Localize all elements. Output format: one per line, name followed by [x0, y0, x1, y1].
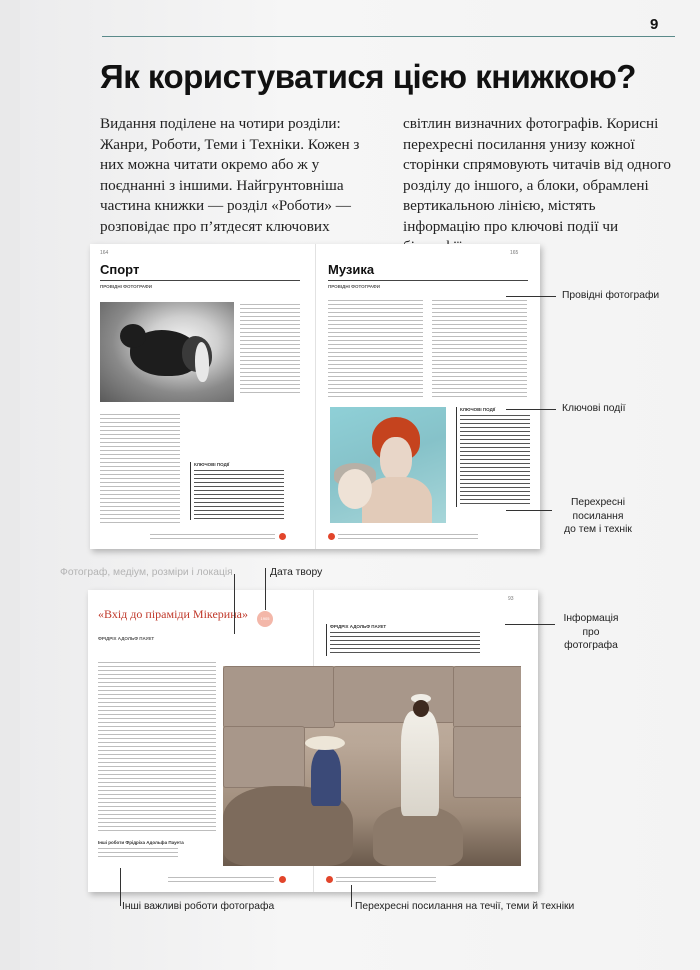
header-rule [102, 36, 675, 37]
label-photo-info [556, 612, 626, 653]
sport-heading: Спорт [100, 262, 140, 277]
date-badge: 1905 [257, 611, 273, 627]
label-crossrefs-1 [553, 496, 643, 537]
right-page-number: 165 [510, 250, 519, 256]
other-works-heading: Інші роботи Фрідріха Адольфа Пауета [98, 840, 184, 845]
leader-key-events [506, 409, 556, 410]
work-photographer-line: ФРІДРІХ АДОЛЬФ ПАУЕТ [98, 636, 155, 641]
left-crossref-marker-2 [279, 876, 286, 883]
photographer-info-heading: ФРІДРІХ АДОЛЬФ ПАУЕТ [330, 624, 387, 629]
work-body-text [98, 662, 216, 832]
music-body-text-2 [432, 300, 527, 400]
right-crossref-marker-2 [326, 876, 333, 883]
left-crossref-line [150, 534, 275, 539]
label-crossrefs-1-line3: до тем і технік [564, 524, 632, 535]
label-photo-info-line2: про фотографа [564, 626, 618, 651]
photographer-info-rule [326, 624, 327, 656]
photographer-info-text [330, 632, 480, 654]
left-crossref-line-2 [168, 877, 274, 882]
right-crossref-line [338, 534, 478, 539]
left-crossref-marker [279, 533, 286, 540]
leader-crossrefs-1 [506, 510, 552, 511]
label-other-works: Інші важливі роботи фотографа [122, 901, 275, 912]
pyramid-photo [223, 666, 521, 866]
label-leading-photographers: Провідні фотографи [562, 290, 660, 301]
label-date-of-work: Дата твору [270, 567, 323, 578]
left-title-rule [100, 280, 300, 281]
right-page-number-2: 93 [508, 596, 514, 602]
sport-key-events-text [194, 470, 284, 520]
leader-other-works [120, 868, 121, 906]
sport-key-events-rule [190, 462, 191, 520]
label-photo-info-line1: Інформація [563, 613, 619, 624]
left-photographers-line: ПРОВІДНІ ФОТОГРАФИ [100, 284, 152, 289]
intro-right-column: світлин визначних фотографів. Корисні перехресні посилання унизу кожної сторінки спрямовують читачів від одного розділу до іншого, а блоки, обрамлені вертикальною лінією, містять інформацію про ключові події чи [403, 115, 671, 235]
sport-key-events-heading: КЛЮЧОВІ ПОДІЇ [194, 462, 230, 467]
right-crossref-line-2 [336, 877, 436, 882]
label-crossrefs-1-line1: Перехресні [570, 497, 626, 508]
label-crossrefs-1-line2: посилання [572, 510, 624, 522]
page-number: 9 [650, 16, 659, 33]
sport-body-text [100, 414, 180, 524]
leader-leading-photographers [506, 296, 556, 297]
leader-photo-info [505, 624, 555, 625]
label-key-events: Ключові події [562, 403, 626, 414]
leader-photographer-medium [234, 574, 235, 634]
leader-date-of-work [265, 568, 266, 610]
music-key-events-text [460, 415, 530, 505]
spread-spine [315, 244, 316, 549]
label-crossrefs-2: Перехресні посилання на течії, теми й техніки [355, 901, 575, 912]
music-key-events-rule [456, 407, 457, 507]
music-body-text-1 [328, 300, 423, 400]
intro-left-column: Видання поділене на чотири розділи: Жанри, Роботи, Теми і Техніки. Кожен з них можна читати окремо або ж у поєднанні з іншими. Найгрунтовніша частина книжки — розділ «Роботи» — розповідає про п’ятдесят ключових [100, 115, 360, 235]
right-photographers-line: ПРОВІДНІ ФОТОГРАФИ [328, 284, 380, 289]
work-title: «Вхід до піраміди Мікерина» [98, 607, 248, 621]
music-key-events-heading: КЛЮЧОВІ ПОДІЇ [460, 407, 496, 412]
right-title-rule [328, 280, 528, 281]
music-heading: Музика [328, 262, 375, 277]
sample-spread-work [88, 590, 538, 892]
sample-spread-sport-music [90, 244, 540, 549]
other-works-list [98, 848, 178, 860]
label-photographer-medium: Фотограф, медіум, розміри і локація [60, 567, 233, 578]
leader-crossrefs-2 [351, 885, 352, 907]
right-crossref-marker [328, 533, 335, 540]
sport-caption-text [240, 304, 300, 394]
page-title: Як користуватися цією книжкою? [100, 58, 636, 95]
left-page-number: 164 [100, 250, 109, 256]
music-photo [330, 407, 446, 523]
sport-photo [100, 302, 234, 402]
